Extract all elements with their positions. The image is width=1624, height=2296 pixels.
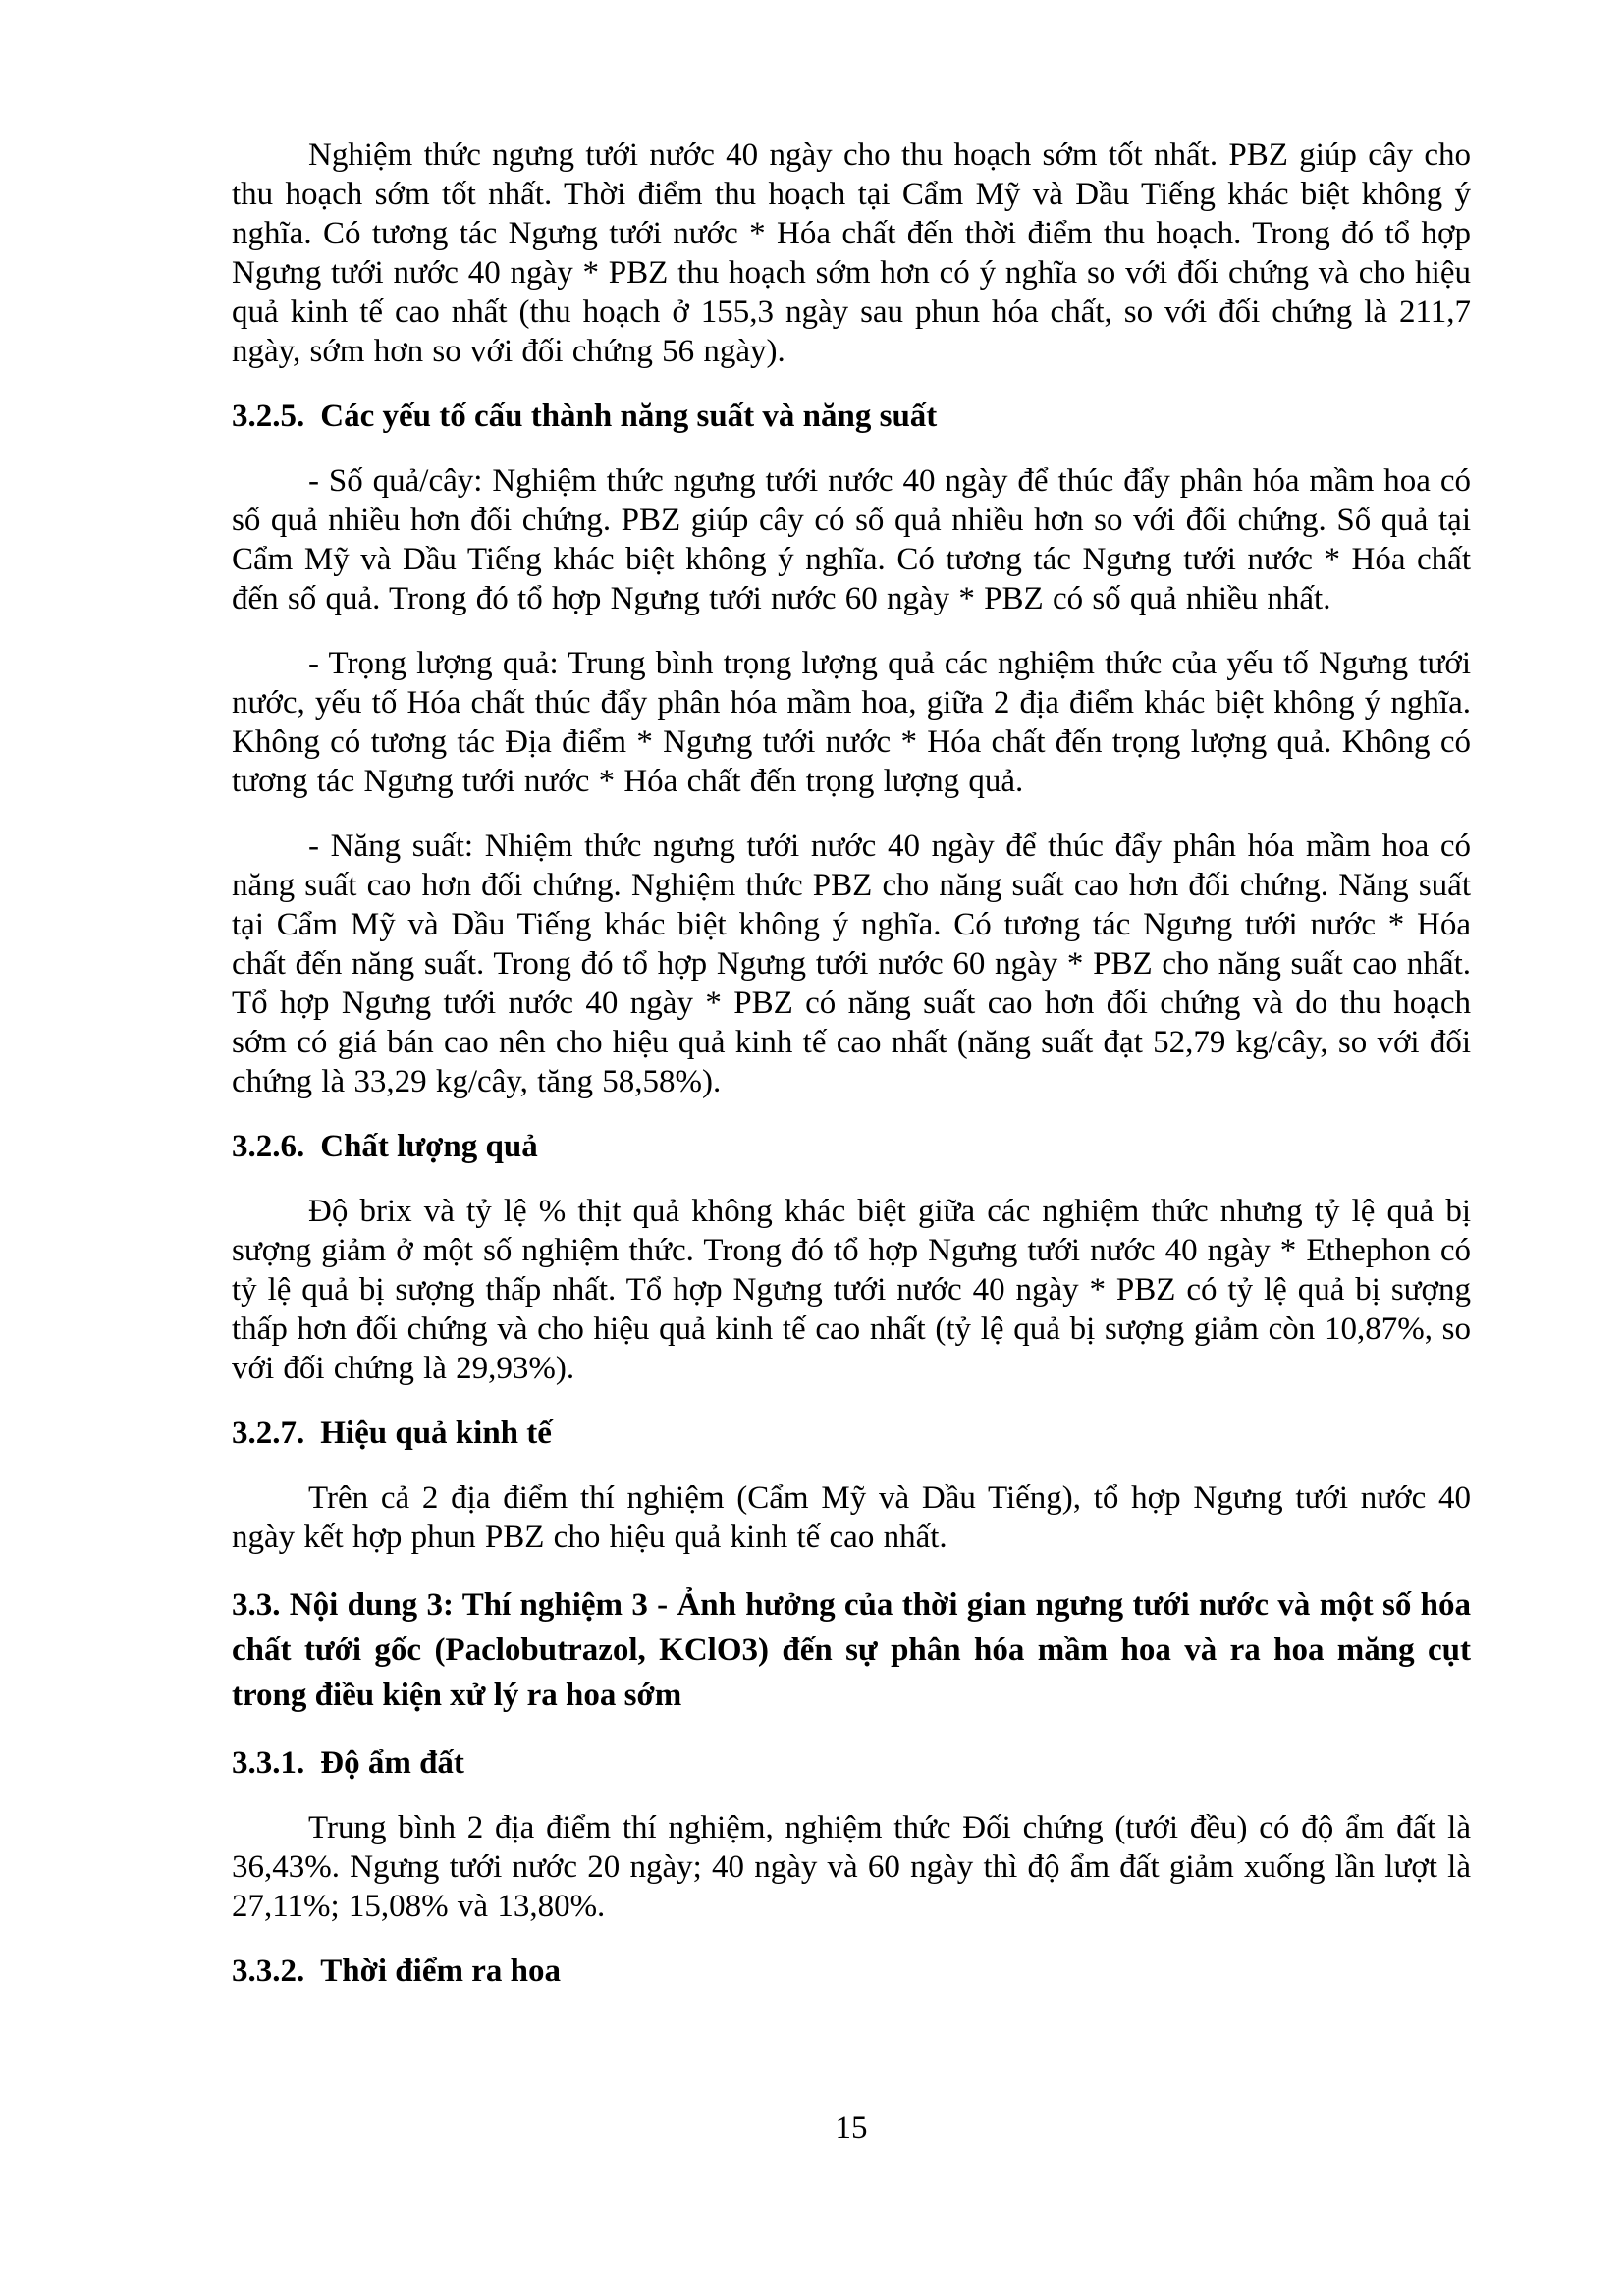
paragraph-soil-moisture: Trung bình 2 địa điểm thí nghiệm, nghiệm thức Đối chứng (tưới đều) có độ ẩm đất là 36,43%. Ngưng tưới nước 20 ngày; 40 ngày và 60 ngày thì độ ẩm đất giảm xuống lần lượt là 27,11%; 15,08% và 13,80%.	[232, 1810, 1471, 1924]
paragraph-fruit-quality: Độ brix và tỷ lệ % thịt quả không khác biệt giữa các nghiệm thức nhưng tỷ lệ quả bị sượng giảm ở một số nghiệm thức. Trong đó tổ hợp Ngưng tưới nước 40 ngày * Ethephon có tỷ lệ quả bị sượng thấp nhất. Tổ hợp Ngưng tưới nước 40 ngày * PBZ có tỷ lệ quả bị sượng thấp hơn đối chứng và cho hiệu quả kinh tế cao nhất (tỷ lệ quả bị sượng giảm còn 10,87%, so với đối chứng là 29,93%).	[232, 1194, 1471, 1386]
heading-3-3-1-number: 3.3.1.	[232, 1745, 305, 1781]
paragraph-economic-efficiency: Trên cả 2 địa điểm thí nghiệm (Cẩm Mỹ và Dầu Tiếng), tổ hợp Ngưng tưới nước 40 ngày kết hợp phun PBZ cho hiệu quả kinh tế cao nhất.	[232, 1480, 1471, 1555]
paragraph-yield: - Năng suất: Nhiệm thức ngưng tưới nước 40 ngày để thúc đẩy phân hóa mầm hoa có năng suất cao hơn đối chứng. Nghiệm thức PBZ cho năng suất cao hơn đối chứng. Năng suất tại Cẩm Mỹ và Dầu Tiếng khác biệt không ý nghĩa. Có tương tác Ngưng tưới nước * Hóa chất đến năng suất. Trong đó tổ hợp Ngưng tưới nước 60 ngày * PBZ cho năng suất cao nhất. Tổ hợp Ngưng tưới nước 40 ngày * PBZ có năng suất cao hơn đối chứng và do thu hoạch sớm có giá bán cao nên cho hiệu quả kinh tế cao nhất (năng suất đạt 52,79 kg/cây, so với đối chứng là 33,29 kg/cây, tăng 58,58%).	[232, 828, 1471, 1099]
heading-3-3-2-number: 3.3.2.	[232, 1953, 305, 1989]
heading-3-2-6-number: 3.2.6.	[232, 1129, 305, 1164]
heading-3-2-6	[232, 1127, 1471, 1166]
paragraph-harvest-time: Nghiệm thức ngưng tưới nước 40 ngày cho thu hoạch sớm tốt nhất. PBZ giúp cây cho thu hoạch sớm tốt nhất. Thời điểm thu hoạch tại Cẩm Mỹ và Dầu Tiếng khác biệt không ý nghĩa. Có tương tác Ngưng tưới nước * Hóa chất đến thời điểm thu hoạch. Trong đó tổ hợp Ngưng tưới nước 40 ngày * PBZ thu hoạch sớm hơn có ý nghĩa so với đối chứng và cho hiệu quả kinh tế cao nhất (thu hoạch ở 155,3 ngày sau phun hóa chất, so với đối chứng là 211,7 ngày, sớm hơn so với đối chứng 56 ngày).	[232, 137, 1471, 369]
heading-3-2-5	[232, 397, 1471, 436]
paragraph-fruit-weight: - Trọng lượng quả: Trung bình trọng lượng quả các nghiệm thức của yếu tố Ngưng tưới nước, yếu tố Hóa chất thúc đẩy phân hóa mầm hoa, giữa 2 địa điểm khác biệt không ý nghĩa. Không có tương tác Địa điểm * Ngưng tưới nước * Hóa chất đến trọng lượng quả. Không có tương tác Ngưng tưới nước * Hóa chất đến trọng lượng quả.	[232, 646, 1471, 799]
page-number: 15	[835, 2110, 868, 2146]
heading-3-3-1	[232, 1743, 1471, 1783]
heading-3-3-1-title: Độ ẩm đất	[320, 1745, 464, 1781]
heading-3-2-7-number: 3.2.7.	[232, 1415, 305, 1451]
heading-3-3-experiment-3: 3.3. Nội dung 3: Thí nghiệm 3 - Ảnh hưởng của thời gian ngưng tưới nước và một số hóa chất tưới gốc (Paclobutrazol, KClO3) đến sự phân hóa mầm hoa và ra hoa măng cụt trong điều kiện xử lý ra hoa sớm	[232, 1587, 1471, 1713]
heading-3-2-5-title: Các yếu tố cấu thành năng suất và năng suất	[320, 399, 938, 434]
heading-3-3-2	[232, 1951, 1471, 1991]
heading-3-2-7-title: Hiệu quả kinh tế	[320, 1415, 552, 1451]
page-content	[232, 135, 1471, 2016]
heading-3-2-5-number: 3.2.5.	[232, 399, 305, 434]
heading-3-2-6-title: Chất lượng quả	[320, 1129, 538, 1164]
paragraph-fruit-count: - Số quả/cây: Nghiệm thức ngưng tưới nước 40 ngày để thúc đẩy phân hóa mầm hoa có số quả nhiều hơn đối chứng. PBZ giúp cây có số quả nhiều hơn so với đối chứng. Số quả tại Cẩm Mỹ và Dầu Tiếng khác biệt không ý nghĩa. Có tương tác Ngưng tưới nước * Hóa chất đến số quả. Trong đó tổ hợp Ngưng tưới nước 60 ngày * PBZ có số quả nhiều nhất.	[232, 463, 1471, 616]
heading-3-2-7	[232, 1414, 1471, 1453]
heading-3-3-2-title: Thời điểm ra hoa	[320, 1953, 561, 1989]
